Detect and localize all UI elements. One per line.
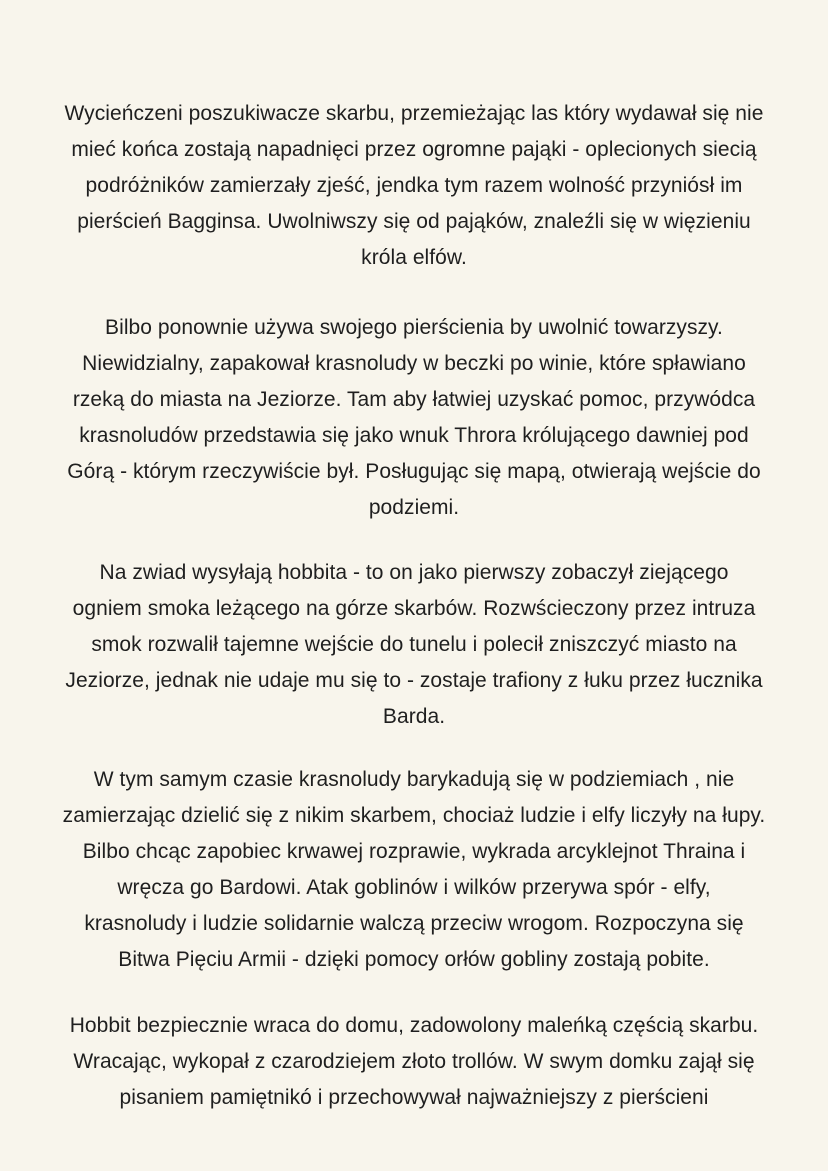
text-line: smok rozwalił tajemne wejście do tunelu i polecił zniszczyć miasto na [91,633,737,656]
paragraph-4 [0,762,828,978]
text-line: Na zwiad wysyłają hobbita - to on jako pierwszy zobaczył ziejącego [99,561,729,584]
text-line: Bitwa Pięciu Armii - dzięki pomocy orłów gobliny zostają pobite. [118,948,710,971]
paragraph-3 [0,555,828,735]
text-line: rzeką do miasta na Jeziorze. Tam aby łatwiej uzyskać pomoc, przywódca [72,388,756,411]
text-line: Wracając, wykopał z czarodziejem złoto trollów. W swym domku zajął się [73,1050,755,1073]
text-line: króla elfów. [361,246,467,269]
text-line: pisaniem pamiętnikó i przechowywał najważniejszy z pierścieni [119,1086,709,1109]
text-line: Bilbo chcąc zapobiec krwawej rozprawie, wykrada arcyklejnot Thraina i [82,840,746,863]
paragraph-5 [0,1008,828,1116]
text-line: wręcza go Bardowi. Atak goblinów i wilków przerywa spór - elfy, [117,876,711,899]
text-line: Bilbo ponownie używa swojego pierścienia by uwolnić towarzyszy. [105,316,723,339]
text-line: Hobbit bezpiecznie wraca do domu, zadowolony maleńką częścią skarbu. [69,1014,759,1037]
text-line: zamierzając dzielić się z nikim skarbem, chociaż ludzie i elfy liczyły na łupy. [62,804,766,827]
text-line: Jeziorze, jednak nie udaje mu się to - zostaje trafiony z łuku przez łucznika [65,669,763,692]
text-line: W tym samym czasie krasnoludy barykadują się w podziemiach , nie [93,768,735,791]
text-line: krasnoludy i ludzie solidarnie walczą przeciw wrogom. Rozpoczyna się [84,912,744,935]
text-line: ogniem smoka leżącego na górze skarbów. Rozwścieczony przez intruza [72,597,756,620]
text-line: mieć końca zostają napadnięci przez ogromne pająki - oplecionych siecią [71,138,757,161]
paragraph-2 [0,310,828,526]
text-line: Barda. [382,705,446,728]
text-line: podróżników zamierzały zjeść, jendka tym razem wolność przyniósł im [85,174,743,197]
text-line: Wycieńczeni poszukiwacze skarbu, przemieżając las który wydawał się nie [64,102,764,125]
text-line: Górą - którym rzeczywiście był. Posługując się mapą, otwierają wejście do [67,460,761,483]
paragraph-1 [0,96,828,276]
text-line: pierścień Bagginsa. Uwolniwszy się od pająków, znaleźli się w więzieniu [77,210,751,233]
text-line: podziemi. [368,496,460,519]
text-line: krasnoludów przedstawia się jako wnuk Throra królującego dawniej pod [79,424,749,447]
text-line: Niewidzialny, zapakował krasnoludy w beczki po winie, które spławiano [82,352,746,375]
